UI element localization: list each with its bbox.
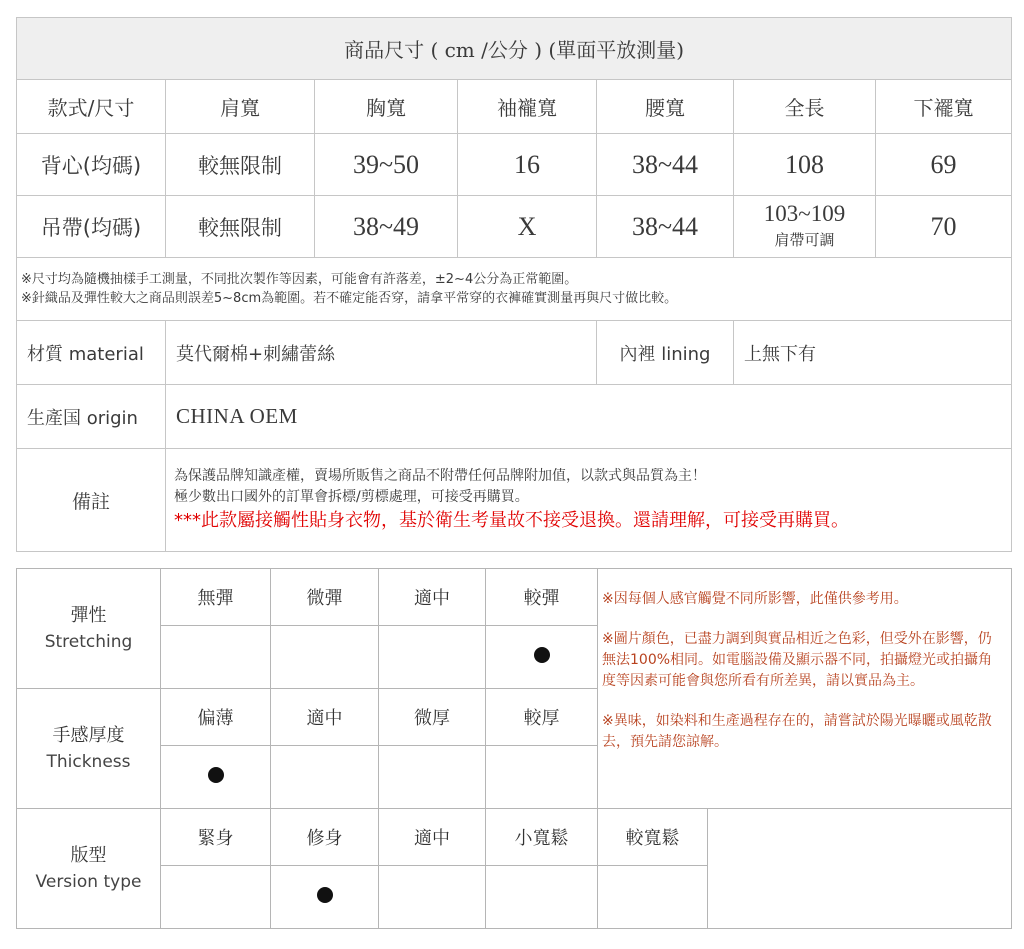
lining-value: 上無下有 bbox=[734, 321, 1012, 385]
header-waist: 腰寬 bbox=[597, 80, 734, 134]
stretch-label bbox=[17, 569, 161, 689]
remark-line: 為保護品牌知識產權，賣場所販售之商品不附帶任何品牌附加值，以款式與品質為主！ bbox=[174, 468, 706, 484]
material-row bbox=[17, 321, 1012, 385]
stretch-label-en: Stretching bbox=[44, 631, 133, 652]
thickness-option: 偏薄 bbox=[161, 689, 271, 746]
row-label: 背心(均碼) bbox=[17, 134, 166, 196]
stretch-option-row bbox=[17, 569, 1012, 626]
version-label bbox=[17, 809, 161, 929]
hem-value: 70 bbox=[876, 196, 1012, 258]
thickness-option: 適中 bbox=[271, 689, 379, 746]
stretch-mark-cell bbox=[161, 626, 271, 689]
armhole-value: X bbox=[458, 196, 597, 258]
version-mark-cell bbox=[271, 866, 379, 929]
stretch-mark-cell bbox=[379, 626, 486, 689]
waist-value: 38~44 bbox=[597, 196, 734, 258]
selected-dot-icon bbox=[534, 647, 550, 663]
selected-dot-icon bbox=[208, 767, 224, 783]
hem-value: 69 bbox=[876, 134, 1012, 196]
side-note: ※因每個人感官觸覺不同所影響，此僅供參考用。 bbox=[602, 591, 908, 607]
length-value: 103~109 bbox=[763, 200, 846, 226]
stretch-option: 適中 bbox=[379, 569, 486, 626]
version-option-row bbox=[17, 809, 1012, 866]
shoulder-value: 較無限制 bbox=[166, 134, 315, 196]
waist-value: 38~44 bbox=[597, 134, 734, 196]
header-chest: 胸寬 bbox=[315, 80, 458, 134]
remark-line: 極少數出口國外的訂單會拆標/剪標處理，可接受再購買。 bbox=[174, 489, 529, 505]
version-mark-cell bbox=[598, 866, 708, 929]
size-row-suspender bbox=[17, 196, 1012, 258]
material-label: 材質 material bbox=[17, 321, 166, 385]
thickness-label-en: Thickness bbox=[46, 751, 131, 772]
note-line: ※針織品及彈性較大之商品則誤差5~8cm為範圍。若不確定能否穿，請拿平常穿的衣褲確實測量再與尺寸做比較。 bbox=[21, 291, 678, 306]
origin-value: CHINA OEM bbox=[166, 385, 1012, 449]
note-line: ※尺寸均為隨機抽樣手工測量，不同批次製作等因素，可能會有許落差，±2~4公分為正常範圍。 bbox=[21, 272, 578, 287]
material-value: 莫代爾棉+刺繡蕾絲 bbox=[166, 321, 597, 385]
version-label-zh: 版型 bbox=[70, 844, 107, 866]
side-note: ※圖片顏色，已盡力調到與實品相近之色彩，但受外在影響，仍無法100%相同。如電腦設備及顯示器不同，拍攝燈光或拍攝角度等因素可能會與您所看有所差異，請以實品為主。 bbox=[602, 631, 993, 689]
shoulder-value: 較無限制 bbox=[166, 196, 315, 258]
thickness-mark-cell bbox=[271, 746, 379, 809]
thickness-option: 較厚 bbox=[486, 689, 598, 746]
version-empty-cell bbox=[708, 809, 1012, 929]
thickness-label-zh: 手感厚度 bbox=[52, 724, 125, 746]
remark-content bbox=[166, 449, 1012, 552]
stretch-mark-cell bbox=[271, 626, 379, 689]
stretch-option: 無彈 bbox=[161, 569, 271, 626]
version-option: 小寬鬆 bbox=[486, 809, 598, 866]
size-table-title: 商品尺寸 ( cm /公分 ) (單面平放測量) bbox=[17, 18, 1012, 80]
thickness-mark-cell bbox=[161, 746, 271, 809]
header-style: 款式/尺寸 bbox=[17, 80, 166, 134]
version-option: 緊身 bbox=[161, 809, 271, 866]
measurement-notes bbox=[17, 258, 1012, 321]
size-row-vest bbox=[17, 134, 1012, 196]
header-hem: 下襬寬 bbox=[876, 80, 1012, 134]
armhole-value: 16 bbox=[458, 134, 597, 196]
chest-value: 39~50 bbox=[315, 134, 458, 196]
header-armhole: 袖襱寬 bbox=[458, 80, 597, 134]
thickness-mark-cell bbox=[379, 746, 486, 809]
lining-label: 內裡 lining bbox=[597, 321, 734, 385]
origin-row bbox=[17, 385, 1012, 449]
thickness-label bbox=[17, 689, 161, 809]
length-cell bbox=[734, 196, 876, 258]
thickness-option: 微厚 bbox=[379, 689, 486, 746]
feel-table bbox=[16, 568, 1012, 929]
origin-label: 生產国 origin bbox=[17, 385, 166, 449]
header-shoulder: 肩寬 bbox=[166, 80, 315, 134]
size-header-row bbox=[17, 80, 1012, 134]
remark-label: 備註 bbox=[17, 449, 166, 552]
stretch-option: 較彈 bbox=[486, 569, 598, 626]
side-note: ※異味，如染料和生產過程存在的，請嘗試於陽光曝曬或風乾散去，預先請您諒解。 bbox=[602, 713, 992, 750]
stretch-label-zh: 彈性 bbox=[70, 604, 107, 626]
length-note: 肩帶可調 bbox=[774, 230, 835, 249]
stretch-mark-cell bbox=[486, 626, 598, 689]
version-mark-cell bbox=[161, 866, 271, 929]
remark-warning: ***此款屬接觸性貼身衣物，基於衛生考量故不接受退換。還請理解，可接受再購買。 bbox=[174, 510, 849, 531]
version-mark-cell bbox=[486, 866, 598, 929]
side-notes bbox=[598, 569, 1012, 809]
chest-value: 38~49 bbox=[315, 196, 458, 258]
row-label: 吊帶(均碼) bbox=[17, 196, 166, 258]
version-option: 較寬鬆 bbox=[598, 809, 708, 866]
remark-row bbox=[17, 449, 1012, 552]
stretch-option: 微彈 bbox=[271, 569, 379, 626]
thickness-mark-cell bbox=[486, 746, 598, 809]
header-length: 全長 bbox=[734, 80, 876, 134]
version-option: 適中 bbox=[379, 809, 486, 866]
version-option: 修身 bbox=[271, 809, 379, 866]
version-label-en: Version type bbox=[35, 871, 142, 892]
size-table bbox=[16, 17, 1012, 552]
notes-row bbox=[17, 258, 1012, 321]
length-value: 108 bbox=[734, 134, 876, 196]
version-mark-cell bbox=[379, 866, 486, 929]
selected-dot-icon bbox=[317, 887, 333, 903]
